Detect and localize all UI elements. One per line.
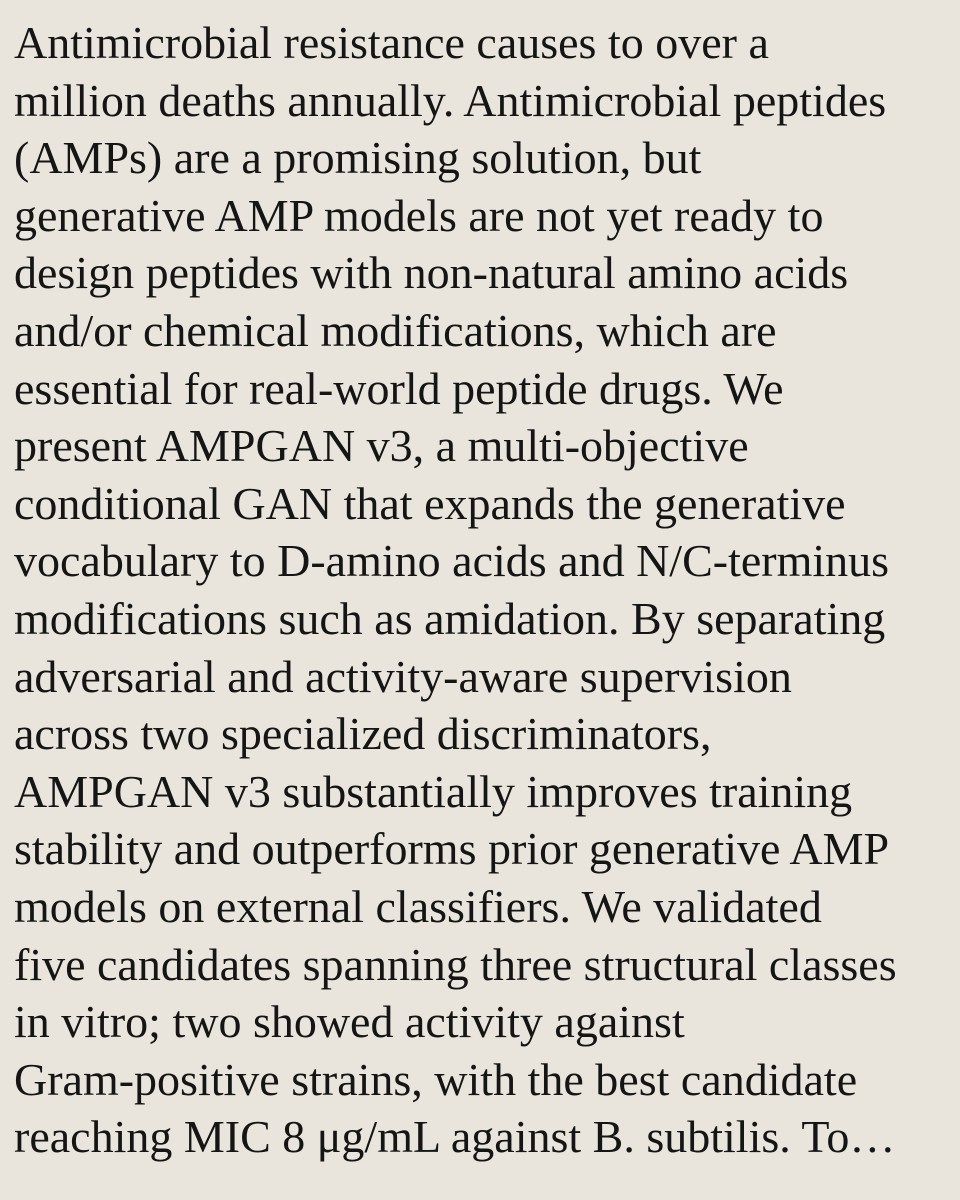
abstract-line: models on external classifiers. We validated xyxy=(14,880,822,932)
abstract-line: design peptides with non-natural amino acids xyxy=(14,247,849,299)
abstract-line: vocabulary to D-amino acids and N/C-terminus xyxy=(14,535,890,587)
abstract-line: reaching MIC 8 μg/mL against B. subtilis. To… xyxy=(14,1111,896,1163)
abstract-line: across two specialized discriminators, xyxy=(14,708,712,760)
abstract-line: Antimicrobial resistance causes to over a xyxy=(14,17,769,68)
abstract-line: (AMPs) are a promising solution, but xyxy=(14,132,702,184)
abstract-line: Gram-positive strains, with the best candidate xyxy=(14,1053,858,1105)
abstract-line: AMPGAN v3 substantially improves training xyxy=(14,765,853,817)
abstract-line: five candidates spanning three structural classes xyxy=(14,938,897,990)
abstract-line: essential for real-world peptide drugs. We xyxy=(14,362,784,414)
abstract-line: million deaths annually. Antimicrobial peptides xyxy=(14,74,887,126)
abstract-line: and/or chemical modifications, which are xyxy=(14,304,777,356)
abstract-line: stability and outperforms prior generative AMP xyxy=(14,823,890,875)
abstract-line: modifications such as amidation. By separating xyxy=(14,592,886,644)
abstract-line: in vitro; two showed activity against xyxy=(14,996,685,1048)
abstract-line: generative AMP models are not yet ready to xyxy=(14,189,824,241)
abstract-line: conditional GAN that expands the generative xyxy=(14,477,846,529)
abstract-line: adversarial and activity-aware supervision xyxy=(14,650,792,702)
abstract-text xyxy=(14,14,954,1166)
abstract-line: present AMPGAN v3, a multi-objective xyxy=(14,420,749,472)
